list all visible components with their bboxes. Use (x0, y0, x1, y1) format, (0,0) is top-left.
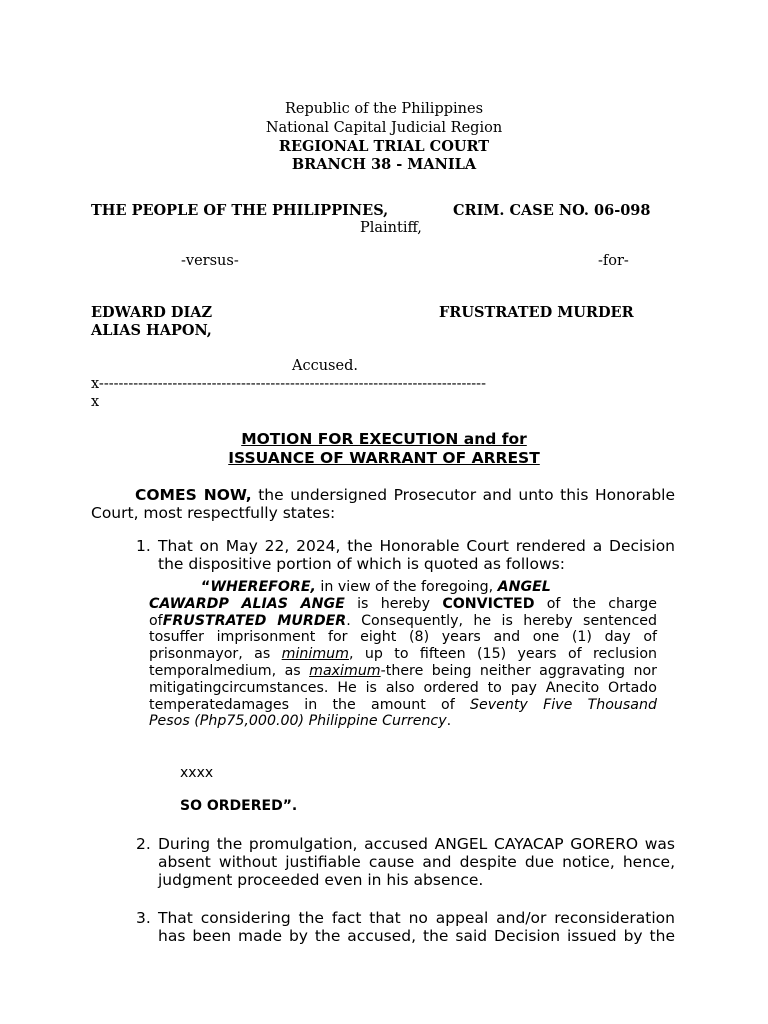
plaintiff-role: Plaintiff, (360, 220, 422, 236)
quote-line: mitigatingcircumstances. He is also ordered to pay Anecito Ortado (149, 679, 657, 696)
comes-now: COMES NOW, (135, 486, 252, 504)
header-republic: Republic of the Philippines (284, 101, 484, 117)
quote-line: “WHEREFORE, in view of the foregoing, ANGEL (201, 579, 551, 595)
quote-line: ofFRUSTRATED MURDER. Consequently, he is hereby sentenced (149, 612, 657, 629)
item-3-text (158, 909, 675, 945)
caption-divider-end: x (91, 394, 100, 410)
quote-line: temperatedamages in the amount of Seventy Five Thousand (149, 696, 657, 713)
item-3-number: 3. (136, 909, 151, 927)
item-line: During the promulgation, accused ANGEL CAYACAP GORERO was (158, 835, 675, 853)
item-line: the dispositive portion of which is quoted as follows: (158, 555, 565, 573)
quote-line: prisonmayor, as minimum, up to fifteen (15) years of reclusion (149, 646, 658, 663)
item-line: has been made by the accused, the said Decision issued by the (158, 927, 675, 945)
versus-label: -versus- (181, 253, 239, 269)
caption-divider: x------------------------------------------------------------------------------- (91, 376, 486, 392)
header-branch: BRANCH 38 - MANILA (291, 156, 477, 173)
quote-line: tosuffer imprisonment for eight (8) years and one (1) day of (149, 629, 657, 646)
quote-line: Pesos (Php75,000.00) Philippine Currency. (149, 713, 452, 730)
item-line: That considering the fact that no appeal and/or reconsideration (158, 909, 675, 927)
so-ordered: SO ORDERED”. (180, 798, 298, 814)
accused-alias: ALIAS HAPON, (91, 322, 212, 339)
item-2-text (158, 835, 675, 889)
offense-label: FRUSTRATED MURDER (439, 304, 634, 321)
item-line: absent without justifiable cause and despite due notice, hence, (158, 853, 675, 871)
motion-title-line1: MOTION FOR EXECUTION and for (241, 430, 527, 448)
item-1-number: 1. (136, 537, 151, 555)
item-line: judgment proceeded even in his absence. (158, 871, 484, 889)
item-2-number: 2. (136, 835, 151, 853)
plaintiff-name: THE PEOPLE OF THE PHILIPPINES, (91, 202, 389, 219)
item-line: That on May 22, 2024, the Honorable Court rendered a Decision (158, 537, 675, 555)
omission-mark: xxxx (180, 765, 214, 781)
intro-line2: Court, most respectfully states: (91, 504, 336, 522)
motion-title-line2: ISSUANCE OF WARRANT OF ARREST (228, 449, 540, 467)
header-region: National Capital Judicial Region (265, 120, 503, 136)
for-label: -for- (598, 253, 629, 269)
decision-quote (149, 579, 657, 730)
quote-line: temporalmedium, as maximum-there being neither aggravating nor (149, 662, 657, 679)
header-court: REGIONAL TRIAL COURT (278, 138, 490, 155)
accused-role: Accused. (292, 358, 358, 374)
intro-paragraph (91, 486, 675, 522)
quote-line: CAWARDP ALIAS ANGE is hereby CONVICTED of the charge (149, 595, 657, 612)
item-1-text (158, 537, 675, 573)
accused-name: EDWARD DIAZ (91, 304, 213, 321)
case-number: CRIM. CASE NO. 06-098 (453, 202, 651, 219)
intro-line1: COMES NOW, the undersigned Prosecutor and unto this Honorable (135, 486, 675, 504)
